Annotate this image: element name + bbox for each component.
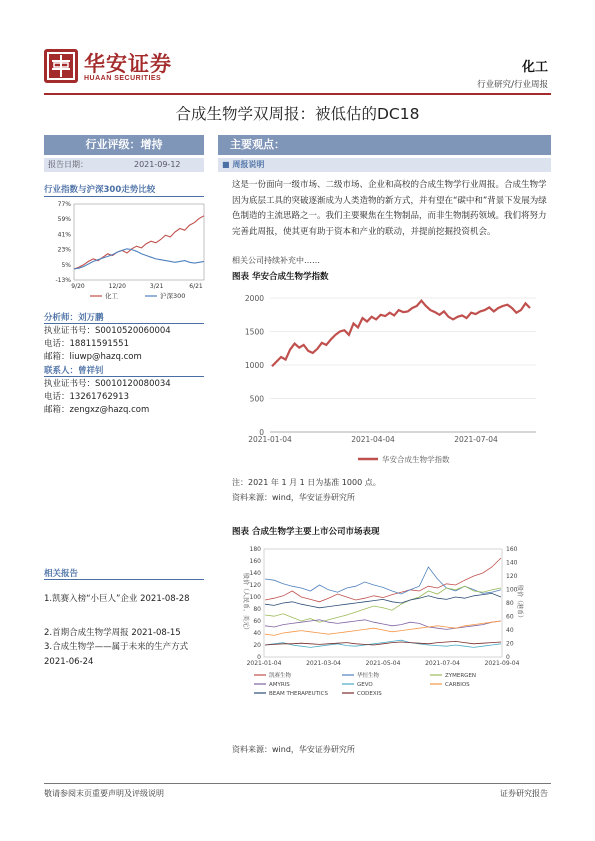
analyst1-email[interactable]: 邮箱：liuwp@hazq.com [44, 352, 142, 362]
chart1-title: 图表 华安合成生物学指数 [232, 272, 329, 282]
y-tick-label: 100 [506, 586, 518, 594]
y-tick-label: -13% [55, 277, 71, 284]
series-line [272, 301, 530, 367]
y-tick-label: 140 [249, 570, 261, 577]
sidebar-divider [44, 579, 204, 580]
legend-label: 凯赛生物 [269, 673, 292, 679]
sidebar-divider [44, 196, 204, 197]
x-tick-label: 2021-09-04 [484, 660, 520, 667]
y-tick-label: 500 [249, 394, 264, 404]
series-line [265, 621, 501, 635]
chart1-source: 资料来源：wind，华安证券研究所 [232, 493, 355, 502]
brand-name-en: HUAAN SECURITIES [84, 75, 162, 82]
x-tick-label: 2021-01-04 [248, 435, 292, 444]
analyst2-email[interactable]: 邮箱：zengxz@hazq.com [44, 405, 150, 415]
y-tick-label: 180 [249, 546, 261, 553]
y-tick-label: 5% [61, 261, 71, 269]
plot-frame [74, 204, 204, 280]
sector-label: 化工 [521, 60, 548, 75]
weekly-note-subheader: ■ 周报说明 [218, 158, 551, 172]
chart1-note: 注：2021 年 1 月 1 日为基准 1000 点。 [232, 478, 381, 487]
y-tick-label: 140 [506, 559, 518, 567]
y-tick-label: 59% [57, 216, 71, 224]
related-reports-title: 相关报告 [44, 569, 79, 579]
report-date-label: 报告日期： [48, 160, 88, 169]
report-date-value: 2021-09-12 [134, 160, 181, 169]
y-tick-label: 0 [506, 654, 510, 661]
industry-rating: 行业评级：增持 [44, 135, 204, 155]
followup-note: 相关公司持续补充中…… [232, 256, 320, 265]
weekly-note-paragraph: 这是一份面向一级市场、二级市场、企业和高校的合成生物学行业周报。合成生物学因为底层工具的突破逐渐成为人类造物的新方式，并有望在“碳中和”背景下发展为绿色制造的主流思路之一。我们主要聚焦在生物制品，而非生物制药领域。我们将努力完善此周报，使其更有助于资本和产业的联动，并提前挖掘投资机会。 [232, 180, 547, 237]
mini-index-chart [40, 198, 208, 306]
y-tick-label: 160 [506, 546, 518, 553]
legend-label: CODEXIS [357, 691, 382, 697]
header-divider [44, 93, 551, 95]
related-report-item[interactable]: 2.首期合成生物学周报 2021-08-15 [44, 628, 181, 638]
report-title: 合成生物学双周报：被低估的DC18 [175, 105, 420, 123]
analyst2-name: 联系人：曾祥钊 [44, 366, 104, 376]
y-tick-label: 1500 [244, 327, 264, 337]
brand-logo-mark [44, 49, 78, 83]
x-tick-label: 12/20 [108, 283, 126, 290]
y-tick-label: 60 [253, 618, 261, 625]
analyst1-name: 分析师：刘万鹏 [44, 313, 104, 323]
y-tick-label: 80 [506, 600, 514, 607]
y-tick-label: 160 [249, 558, 261, 565]
y-axis-label: 股价（人民币、美元） [242, 572, 249, 634]
x-tick-label: 2021-05-04 [365, 660, 401, 667]
y-tick-label: 20 [253, 642, 261, 649]
chart2-title: 图表 合成生物学主要上市公司市场表现 [232, 527, 380, 537]
x-tick-label: 2021-03-04 [306, 660, 341, 667]
footer-disclaimer: 敬请参阅末页重要声明及评级说明 [44, 789, 164, 798]
related-report-item[interactable]: 1.凯赛入榜“小巨人”企业 2021-08-28 [44, 594, 190, 604]
legend-label: GEVO [357, 682, 373, 688]
legend-label: BEAM THERAPEUTICS [269, 691, 328, 697]
x-tick-label: 9/20 [71, 283, 85, 290]
y-tick-label: 0 [257, 654, 261, 661]
analyst1-phone: 电话：18811591551 [44, 339, 129, 349]
series-line [265, 558, 501, 602]
y-tick-label: 2000 [244, 294, 264, 303]
series-line [265, 593, 501, 607]
x-tick-label: 2021-07-04 [425, 660, 460, 667]
x-tick-label: 2021-07-04 [454, 435, 498, 444]
legend-label: 化工 [105, 292, 118, 300]
legend-label: 华安合成生物学指数 [382, 455, 450, 464]
sidebar-divider [44, 376, 204, 377]
x-tick-label: 2021-01-04 [246, 660, 282, 667]
legend-label: 沪深300 [160, 292, 186, 300]
legend-label: CARBIOS [445, 682, 470, 688]
y-tick-label: 60 [506, 613, 514, 621]
report-type: 行业研究/行业周报 [477, 80, 548, 90]
y-tick-label: 80 [253, 606, 261, 613]
brand-seal-icon [44, 49, 78, 83]
x-tick-label: 3/21 [149, 283, 164, 290]
series-line [265, 620, 501, 630]
y-tick-label: 20 [506, 640, 514, 648]
footer-divider [44, 783, 551, 784]
y-tick-label: 120 [506, 573, 518, 580]
analyst2-cert: 执业证书号：S0010120080034 [44, 379, 171, 389]
y-tick-label: 77% [57, 201, 71, 208]
synbio-index-chart [226, 286, 546, 470]
y-tick-label: 1000 [244, 361, 264, 370]
related-report-item[interactable]: 3.合成生物学——属于未来的生产方式 2021-06-24 [44, 642, 189, 667]
footer-label: 证券研究报告 [500, 789, 548, 798]
y-axis-label: 股价（港币） [516, 584, 523, 622]
legend-label: AMYRIS [269, 682, 290, 688]
y-tick-label: 100 [249, 594, 261, 601]
y-tick-label: 0 [259, 428, 264, 437]
series-line [265, 567, 501, 594]
analyst2-phone: 电话：13261762913 [44, 392, 129, 402]
chart2-source: 资料来源：wind，华安证券研究所 [232, 745, 355, 754]
report-date [44, 158, 204, 172]
x-tick-label: 6/21 [189, 283, 203, 290]
y-tick-label: 40 [506, 627, 514, 634]
index-chart-title: 行业指数与沪深300走势比较 [44, 185, 156, 195]
main-points-header: 主要观点： [218, 135, 551, 155]
sidebar-divider [44, 323, 204, 324]
listed-companies-chart [232, 541, 528, 731]
y-tick-label: 40 [253, 630, 261, 637]
analyst1-cert: 执业证书号：S0010520060004 [44, 326, 171, 336]
series-line [265, 641, 501, 645]
legend-label: 华恒生物 [357, 673, 380, 679]
y-tick-label: 120 [249, 582, 261, 589]
legend-label: ZYMERGEN [445, 673, 477, 679]
y-tick-label: 23% [57, 246, 71, 254]
x-tick-label: 2021-04-04 [351, 435, 395, 444]
y-tick-label: 41% [57, 231, 71, 239]
plot-frame [264, 549, 502, 657]
brand-name-cn: 华安证券 [84, 51, 172, 76]
